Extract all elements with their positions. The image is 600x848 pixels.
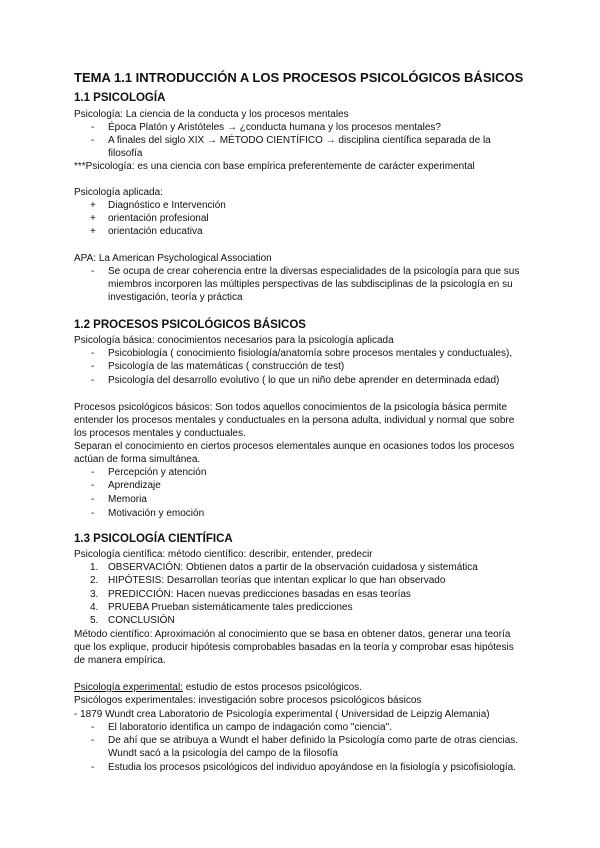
paragraph-line: Separan el conocimiento en ciertos procesos elementales aunque en ocasiones todos los procesos [74, 441, 515, 452]
experimental-line [74, 681, 362, 694]
wundt-line: - 1879 Wundt crea Laboratorio de Psicología experimental ( Universidad de Leipzig Alemania) [74, 709, 490, 720]
step-text: PRUEBA Prueban sistemáticamente tales predicciones [108, 602, 353, 613]
experimental-rest: estudio de estos procesos psicológicos. [182, 682, 362, 693]
list-item: Estudia los procesos psicológicos del individuo apoyándose en la fisiología y psicofisiología. [108, 762, 517, 773]
scientific-intro: Psicología científica: método científico: describir, entender, predecir [74, 549, 373, 560]
bullet-dash: - [91, 735, 95, 746]
bullet-dash: - [91, 762, 95, 773]
bullet-plus: + [90, 200, 96, 211]
list-item: De ahí que se atribuya a Wundt el haber definido la Psicología como parte de otras ciencias. [108, 735, 519, 746]
step-text: HIPÓTESIS: Desarrollan teorías que intentan explicar lo que han observado [108, 575, 446, 586]
list-item-continuation: Wundt sacó a la psicología del campo de la filosofía [108, 748, 338, 759]
apa-title: APA: La American Psychological Association [74, 253, 272, 264]
paragraph-line: los procesos mentales y conductuales. [74, 428, 246, 439]
list-item: El laboratorio identifica un campo de indagación como "ciencia". [108, 722, 392, 733]
step-number: 1. [90, 562, 99, 573]
bullet-dash: - [91, 266, 95, 277]
list-item: Psicobiología ( conocimiento fisiología/anatomía sobre procesos mentales y conductuales), [108, 348, 513, 359]
bullet-dash: - [91, 480, 95, 491]
step-text: PREDICCIÓN: Hacen nuevas predicciones basadas en esas teorías [108, 589, 411, 600]
apa-line: miembros incorporen las múltiples perspectivas de las subdisciplinas de la psicología en su [108, 279, 513, 290]
list-item: Aprendizaje [108, 480, 161, 491]
bullet-plus: + [90, 226, 96, 237]
method-line: que los explique, producir hipótesis comprobables basadas en la teoría y comprobar esas hipótesis [74, 642, 514, 653]
paragraph-line: Procesos psicológicos básicos: Son todos aquellos conocimientos de la psicología básica permite [74, 402, 508, 413]
basic-definition: Psicología básica: conocimientos necesarios para la psicología aplicada [74, 335, 394, 346]
experimental-psychologists: Psicólogos experimentales: investigación sobre procesos psicológicos básicos [74, 695, 422, 706]
step-number: 4. [90, 602, 99, 613]
method-line: de manera empírica. [74, 655, 166, 666]
list-item-continuation: filosofía [108, 148, 143, 159]
section-1-1-heading: 1.1 PSICOLOGÍA [74, 92, 166, 104]
section-1-2-heading: 1.2 PROCESOS PSICOLÓGICOS BÁSICOS [74, 319, 306, 331]
list-item: Motivación y emoción [108, 508, 205, 519]
paragraph-line: actúan de forma simultánea. [74, 454, 201, 465]
bullet-plus: + [90, 213, 96, 224]
experimental-label: Psicología experimental: [74, 682, 183, 693]
list-item: orientación profesional [108, 213, 209, 224]
bullet-dash: - [91, 722, 95, 733]
section-1-3-heading: 1.3 PSICOLOGÍA CIENTÍFICA [74, 533, 233, 545]
bullet-dash: - [91, 494, 95, 505]
bullet-dash: - [91, 348, 95, 359]
bullet-dash: - [91, 135, 95, 146]
list-item: Época Platón y Aristóteles → ¿conducta humana y los procesos mentales? [108, 122, 441, 133]
step-number: 5. [90, 615, 99, 626]
list-item: orientación educativa [108, 226, 203, 237]
step-text: OBSERVACIÓN: Obtienen datos a partir de la observación cuidadosa y sistemática [108, 562, 478, 573]
list-item: Psicología de las matemáticas ( construcción de test) [108, 361, 345, 372]
note-line: ***Psicología: es una ciencia con base empírica preferentemente de carácter experimental [74, 161, 475, 172]
step-number: 2. [90, 575, 99, 586]
list-item: Psicología del desarrollo evolutivo ( lo que un niño debe aprender en determinada edad) [108, 375, 500, 386]
apa-line: Se ocupa de crear coherencia entre la diversas especialidades de la psicología para que sus [108, 266, 520, 277]
step-text: CONCLUSIÓN [108, 615, 175, 626]
bullet-dash: - [91, 467, 95, 478]
list-item: Diagnóstico e Intervención [108, 200, 226, 211]
step-number: 3. [90, 589, 99, 600]
bullet-dash: - [91, 122, 95, 133]
list-item: Memoria [108, 494, 147, 505]
apa-line: investigación, teoría y práctica [108, 292, 243, 303]
method-line: Método científico: Aproximación al conocimiento que se basa en obtener datos, generar una teoría [74, 629, 511, 640]
bullet-dash: - [91, 375, 95, 386]
bullet-dash: - [91, 361, 95, 372]
list-item: Percepción y atención [108, 467, 207, 478]
bullet-dash: - [91, 508, 95, 519]
list-item: A finales del siglo XIX → MÉTODO CIENTÍFICO → disciplina científica separada de la [108, 135, 491, 146]
document-title: TEMA 1.1 INTRODUCCIÓN A LOS PROCESOS PSICOLÓGICOS BÁSICOS [74, 70, 524, 85]
applied-title: Psicología aplicada: [74, 187, 163, 198]
psicologia-definition: Psicología: La ciencia de la conducta y los procesos mentales [74, 109, 349, 120]
paragraph-line: entender los procesos mentales y conductuales en la persona adulta, individual y normal que sobre [74, 415, 515, 426]
